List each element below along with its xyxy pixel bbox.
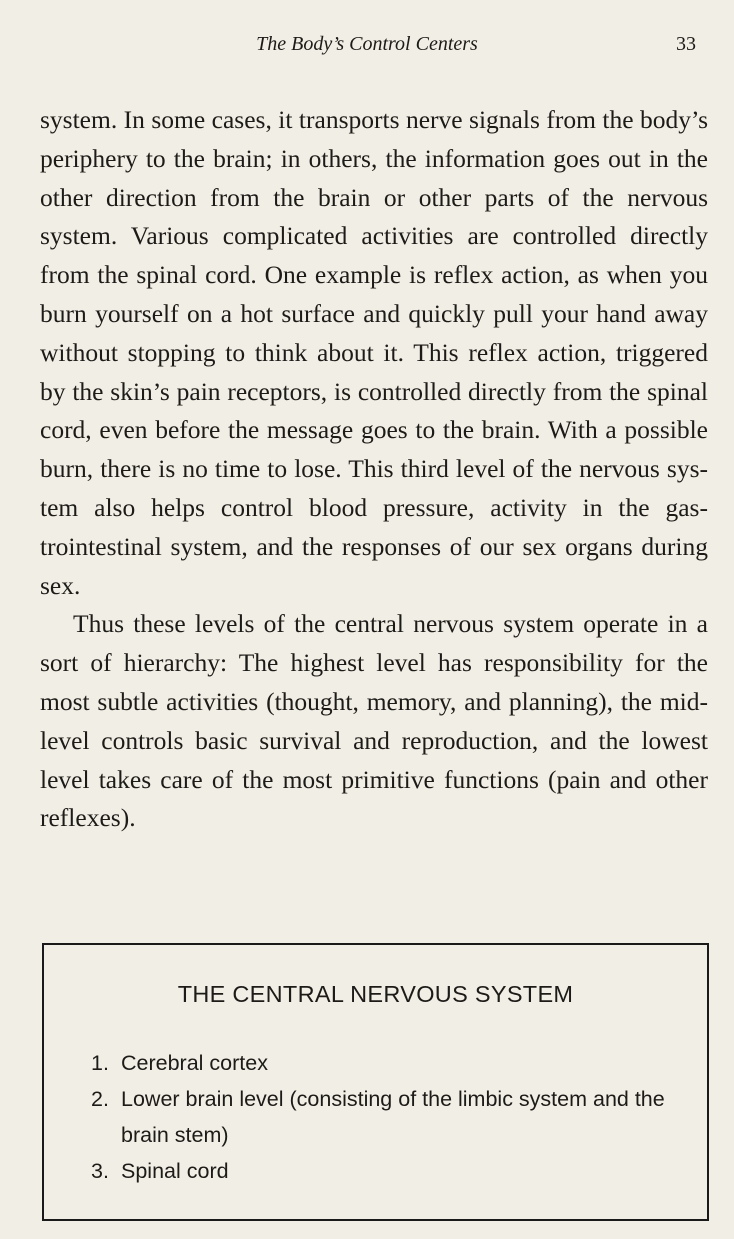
list-item-text: Lower brain level (consisting of the limbic system and the brain stem) (121, 1087, 665, 1147)
list-item (91, 1045, 681, 1081)
list-item-number: 1. (91, 1051, 109, 1075)
running-head: The Body’s Control Centers (256, 33, 478, 55)
sidebar-title: THE CENTRAL NERVOUS SYSTEM (177, 981, 574, 1007)
list-item-text: Spinal cord (121, 1159, 229, 1183)
page-header (0, 33, 734, 59)
page-number: 33 (676, 33, 696, 55)
list-item (91, 1081, 681, 1153)
body-text (40, 101, 708, 838)
paragraph: system. In some cases, it transports nerve signals from the body’s periphery to the brain; in others, the information goes out in the other direction from the brain or other parts of the nervous system. Various complicated activities are controlled directly from the spinal cord. One example is reflex action, as when you burn yourself on a hot surface and quickly pull your hand away without stopping to think about it. This reflex action, triggered by the skin’s pain receptors, is controlled directly from the spinal cord, even before the message goes to the brain. With a possible burn, there is no time to lose. This third level of the nervous system also helps control blood pressure, activity in the gastrointestinal system, and the responses of our sex organs during sex. (40, 105, 708, 600)
sidebar-list (91, 1045, 681, 1189)
paragraph: Thus these levels of the central nervous system operate in a sort of hierarchy: The highest level has responsibility for the most subtle activities (thought, memory, and planning), the mid-level controls basic survival and reproduction, and the lowest level takes care of the most primitive functions (pain and other reflexes). (40, 609, 708, 833)
list-item-text: Cerebral cortex (121, 1051, 268, 1075)
list-item (91, 1153, 681, 1189)
list-item-number: 3. (91, 1159, 109, 1183)
list-item-number: 2. (91, 1087, 109, 1111)
sidebar-box (42, 943, 709, 1221)
